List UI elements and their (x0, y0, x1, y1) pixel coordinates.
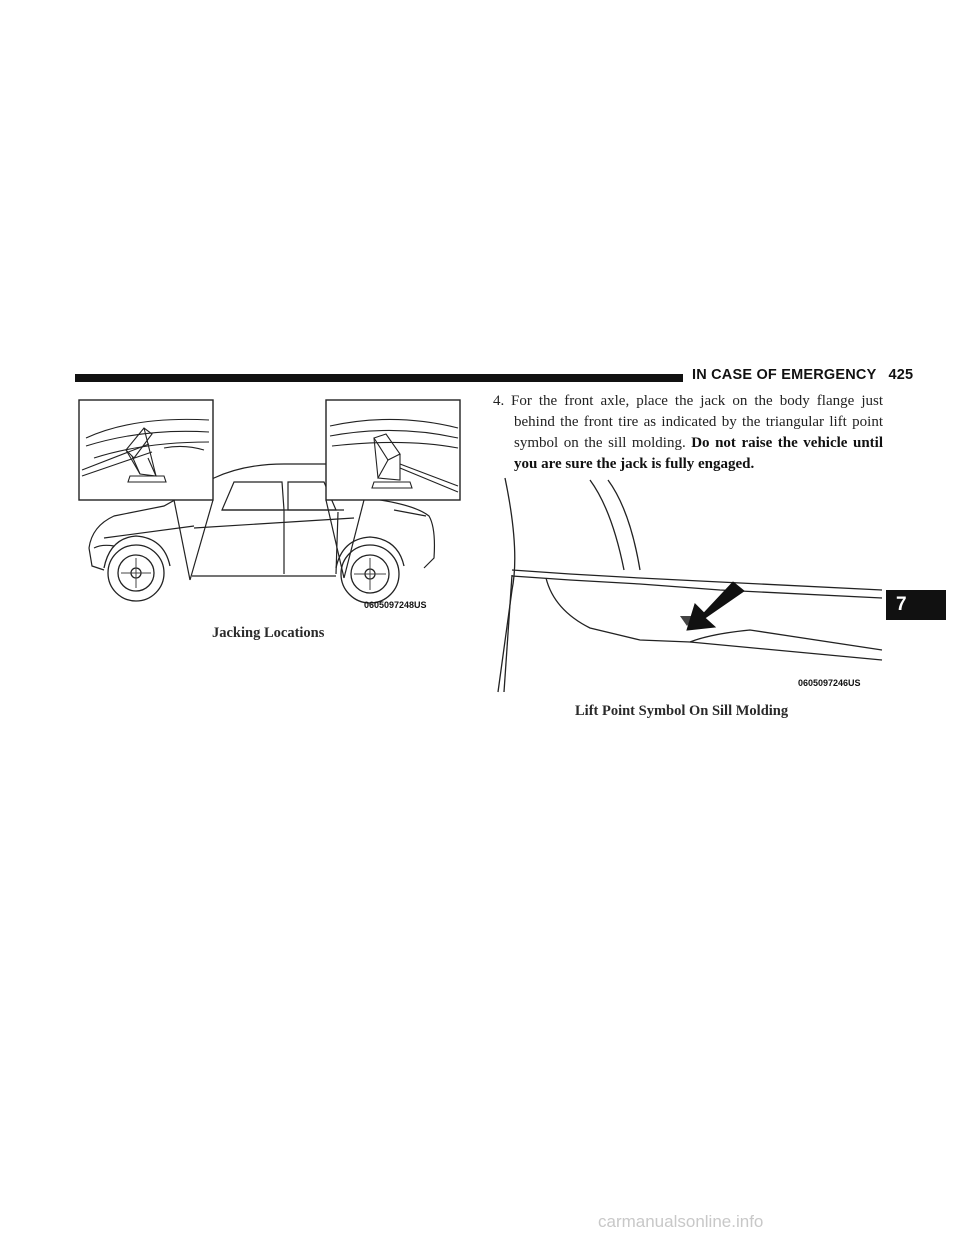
header-rule (75, 374, 683, 382)
section-title: IN CASE OF EMERGENCY (692, 367, 877, 383)
step-text: For the front axle, place the jack on the body flange just behind the front tire as indicated by the triangular lift point symbol on the sill molding. (511, 393, 883, 451)
step-number: 4. (493, 393, 505, 409)
footer-watermark: carmanualsonline.info (598, 1212, 764, 1231)
jacking-locations-illustration (74, 398, 474, 610)
figure-code-right: 0605097246US (798, 678, 861, 688)
figure-caption-left: Jacking Locations (212, 625, 325, 641)
running-header (692, 367, 913, 383)
lift-point-illustration (490, 470, 885, 695)
page-number: 425 (888, 367, 914, 383)
chapter-tab: 7 (886, 590, 946, 620)
instruction-step-4 (493, 391, 883, 475)
figure-code-left: 0605097248US (364, 600, 427, 610)
step-warning: Do not raise the vehicle until you are sure the jack is fully engaged. (514, 435, 883, 472)
figure-caption-right: Lift Point Symbol On Sill Molding (575, 703, 789, 719)
